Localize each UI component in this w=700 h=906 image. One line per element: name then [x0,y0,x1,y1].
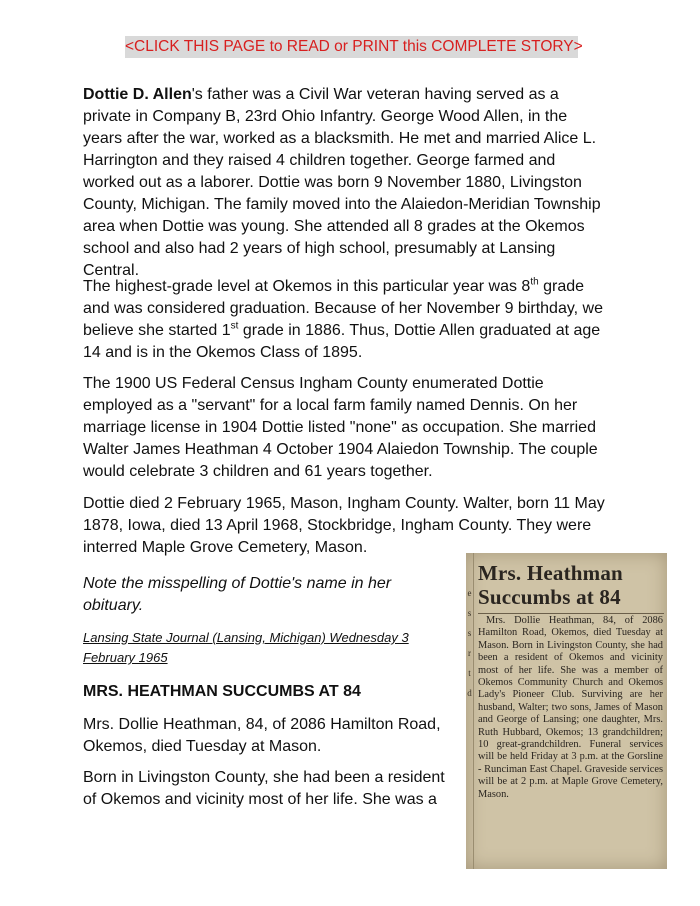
graduation-text-a: The highest-grade level at Okemos in this particular year was 8 [83,278,531,295]
clipping-text: Mrs. Dollie Heathman, 84, of 2086 Hamilton Road, Okemos, died Tuesday at Mason. Born in Livingston County, she had been a resident of Okemos and vicinity most of her life. She was a member of Okemos Community Church and Okemos Lady's Pioneer Club. Surviving are her husband, Walter; two sons, James of Mason and George of Lansing; one daughter, Mrs. Ruth Hubbard, Okemos; 13 grandchildren; 10 great-grandchildren. Funeral services will be held Friday at 3 p.m. at the Gorsline - Runciman East Chapel. Graveside services will be at 2 p.m. at Maple Grove Cemetery, Mason. [478,615,663,800]
paragraph-census-marriage: The 1900 US Federal Census Ingham County enumerated Dottie employed as a "servant" for a local farm family named Dennis. On her marriage license in 1904 Dottie listed "none" as occupation. She married Walter James Heathman 4 October 1904 Alaiedon Township. The couple would celebrate 3 children and 61 years together. [83,375,598,480]
clipping-gutter: e s s r t d [466,553,474,869]
paragraph-graduation [83,276,608,364]
superscript-th: th [530,276,539,288]
misspelling-note: Note the misspelling of Dottie's name in her obituary. [83,575,392,614]
paragraph-biography-text: 's father was a Civil War veteran having served as a private in Company B, 23rd Ohio Infantry. George Wood Allen, in the years after the war, worked as a blacksmith. He met and married Alice L. Harrington and they raised 4 children together. George farmed and worked out as a laborer. Dottie was born 9 November 1880, Livingston County, Michigan. The family moved into the Alaiedon-Meridian Township area when Dottie was young. She attended all 8 grades at the Okemos school and also had 2 years of high school, presumably at Lansing Central. [83,86,601,279]
superscript-st: st [230,320,239,332]
graduation-text-c: grade in 1886. Thus, Dottie Allen graduated at age 14 and is in the Okemos Class of 1895. [83,322,601,361]
clipping-divider [478,613,664,614]
clipping-headline: Mrs. Heathman Succumbs at 84 [478,561,623,609]
paragraph-biography [83,84,608,282]
graduation-text-b: grade and was considered graduation. Because of her November 9 birthday, we believe she started 1 [83,278,604,339]
subject-name: Dottie D. Allen [83,86,192,103]
newspaper-source: Lansing State Journal (Lansing, Michigan) Wednesday 3 February 1965 [83,630,409,665]
newspaper-clipping-image [466,553,667,869]
obituary-headline: MRS. HEATHMAN SUCCUMBS AT 84 [83,683,361,700]
read-print-story-link[interactable]: <CLICK THIS PAGE to READ or PRINT this COMPLETE STORY> [125,36,578,58]
obituary-paragraph-1: Mrs. Dollie Heathman, 84, of 2086 Hamilton Road, Okemos, died Tuesday at Mason. [83,716,441,755]
obituary-paragraph-2: Born in Livingston County, she had been a resident of Okemos and vicinity most of her life. She was a [83,769,445,808]
paragraph-death: Dottie died 2 February 1965, Mason, Ingham County. Walter, born 11 May 1878, Iowa, died 13 April 1968, Stockbridge, Ingham County. They were interred Maple Grove Cemetery, Mason. [83,495,605,556]
